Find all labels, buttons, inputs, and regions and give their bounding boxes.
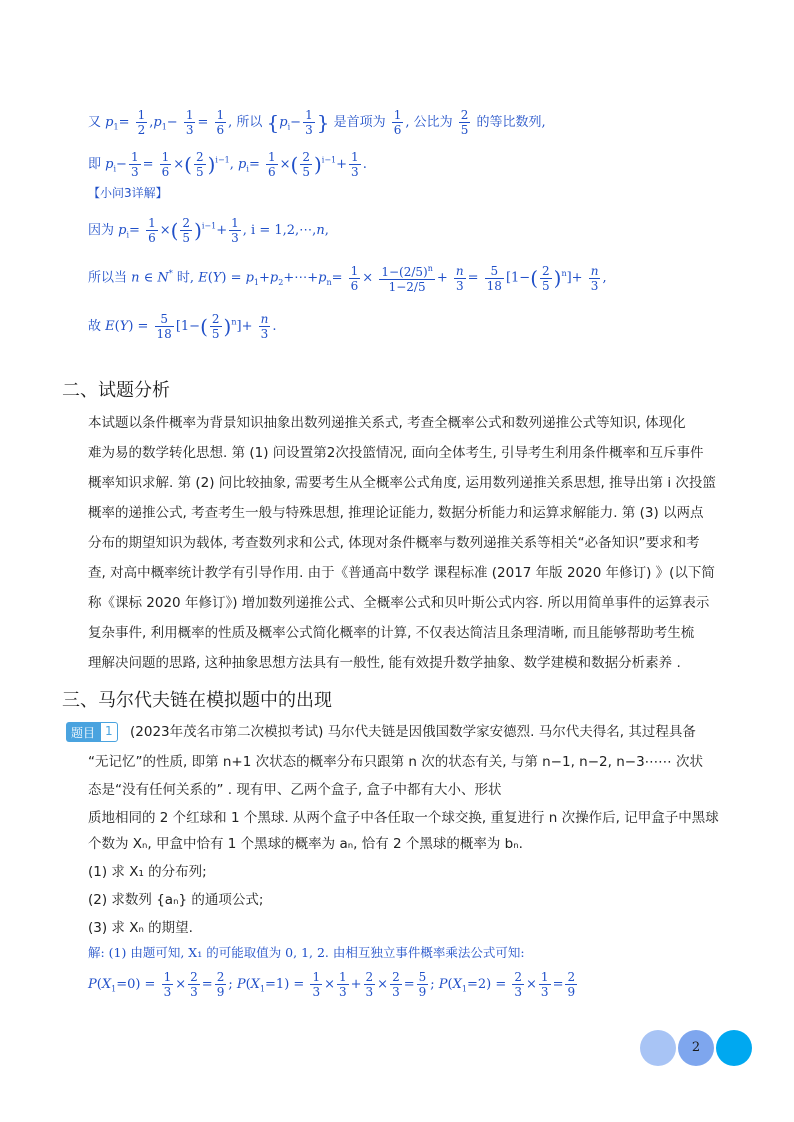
problem-line: 态是“没有任何关系的” . 现有甲、乙两个盒子, 盒子中都有大小、形状 — [88, 782, 502, 798]
problem-line: 质地相同的 2 个红球和 1 个黑球. 从两个盒子中各任取一个球交换, 重复进行 n 次操作后, 记甲盒子中黑球 — [88, 810, 719, 826]
problem-line: 个数为 Xₙ, 甲盒中恰有 1 个黑球的概率为 aₙ, 恰有 2 个黑球的概率为 bₙ. — [88, 836, 523, 852]
solution-line-3: 因为 $p_i=$ $\frac{1}{6}$ ×( $\frac{2}{5}$ )$^{i-1}$+ $\frac{1}{3}$ , i = 1,2,⋯,n, — [88, 216, 329, 245]
section-2-title: 二、试题分析 — [62, 380, 170, 401]
solution-line-5: 故 E(Y) = $\frac{5}{18}$ [1−( $\frac{2}{5}$ )$^n$]+ $\frac{n}{3}$ . — [88, 312, 277, 341]
problem-tag-number: 1 — [100, 722, 118, 742]
problem-line: “无记忆”的性质, 即第 n+1 次状态的概率分布只跟第 n 次的状态有关, 与第 n−1, n−2, n−3⋯⋯ 次状 — [88, 754, 703, 770]
section-2-line: 难为易的数学转化思想. 第 (1) 问设置第2次投篮情况, 面向全体考生, 引导考生利用条件概率和互斥事件 — [88, 445, 704, 461]
section-2-body — [88, 408, 728, 678]
problem-tag — [66, 722, 118, 742]
page-number-badge — [640, 1030, 752, 1066]
solution-line-4: 所以当 n ∈ N* 时, $E(Y) = p_1+p_2+\cdots+p_n=$ $\frac{1}{6}$ × $\frac{1-(2/5)^n}{1-2/5}$ + $\frac{n}{3}$ = $\frac{5}{18}$ [1−( $\frac{2}{5}$ )$^n$]+ $\frac{n}{3}$ , — [88, 263, 607, 294]
pager-circle-dark — [716, 1030, 752, 1066]
sub-question-3-heading: 【小问3详解】 — [88, 186, 168, 200]
problem-question: (2) 求数列 {aₙ} 的通项公式; — [88, 892, 264, 908]
section-2-line: 分布的期望知识为载体, 考查数列求和公式, 体现对条件概率与数列递推关系等相关“必备知识”要求和考 — [88, 535, 700, 551]
section-2-line: 概率知识求解. 第 (2) 问比较抽象, 需要考生从全概率公式角度, 运用数列递推关系思想, 推导出第 i 次投篮 — [88, 475, 716, 491]
section-3-title: 三、马尔代夫链在模拟题中的出现 — [62, 690, 332, 711]
section-2-line: 复杂事件, 利用概率的性质及概率公式简化概率的计算, 不仅表达简洁且条理清晰, 而且能够帮助考生梳 — [88, 625, 695, 641]
section-2-line: 理解决问题的思路, 这种抽象思想方法具有一般性, 能有效提升数学抽象、数学建模和数据分析素养 . — [88, 655, 681, 671]
solution-line-2: 即 $p_i-$ $\frac{1}{3}$ = $\frac{1}{6}$ ×( $\frac{2}{5}$ )$^{i-1}$, $p_i=$ $\frac{1}{6}$ ×( $\frac{2}{5}$ )$^{i-1}$+ $\frac{1}{3}$ . — [88, 150, 367, 179]
section-2-line: 查, 对高中概率统计教学有引导作用. 由于《普通高中数学 课程标准 (2017 年版 2020 年修订) 》(以下简 — [88, 565, 715, 581]
problem-question: (3) 求 Xₙ 的期望. — [88, 920, 193, 936]
solution-line-1: 又 $p_1=$ $\frac{1}{2}$ $,p_1-$ $\frac{1}{3}$ = $\frac{1}{6}$ , 所以 {$p_i-$ $\frac{1}{3}$ } 是首项为 $\frac{1}{6}$ , 公比为 $\frac{2}{5}$ 的等比数列, — [88, 108, 546, 137]
solution-intro: 解: (1) 由题可知, X₁ 的可能取值为 0, 1, 2. 由相互独立事件概率乘法公式可知: — [88, 945, 525, 960]
page-number: 2 — [691, 1040, 701, 1055]
problem-question: (1) 求 X₁ 的分布列; — [88, 864, 207, 880]
solution-distribution: $P(X_1=0)$ = $\frac{1}{3}$ × $\frac{2}{3}$ = $\frac{2}{9}$ ; $P(X_1=1)$ = $\frac{1}{3}$ × $\frac{1}{3}$ + $\frac{2}{3}$ × $\frac{2}{3}$ = $\frac{5}{9}$ ; $P(X_1=2)$ = $\frac{2}{3}$ × $\frac{1}{3}$ = $\frac{2}{9}$ — [88, 970, 576, 999]
section-2-line: 称《课标 2020 年修订》) 增加数列递推公式、全概率公式和贝叶斯公式内容. 所以用简单事件的运算表示 — [88, 595, 710, 611]
problem-line: (2023年茂名市第二次模拟考试) 马尔代夫链是因俄国数学家安德烈. 马尔代夫得名, 其过程具备 — [130, 724, 696, 740]
problem-tag-label: 题目 — [66, 722, 100, 742]
section-2-line: 概率的递推公式, 考查考生一般与特殊思想, 推理论证能力, 数据分析能力和运算求解能力. 第 (3) 以两点 — [88, 505, 704, 521]
section-2-line: 本试题以条件概率为背景知识抽象出数列递推关系式, 考查全概率公式和数列递推公式等知识, 体现化 — [88, 415, 686, 431]
pager-circle-light — [640, 1030, 676, 1066]
